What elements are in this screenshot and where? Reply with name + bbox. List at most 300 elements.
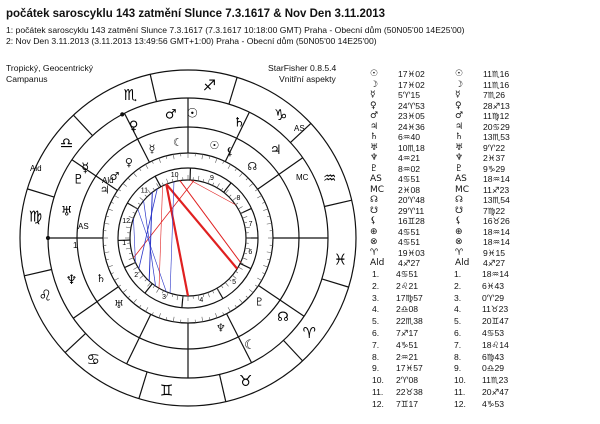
chart2-cusp: 0♈29 [482, 292, 505, 303]
house-num-2: 6. [454, 328, 462, 338]
chart-title: počátek saroscyklu 143 zatmění Slunce 7.3.1617 & Nov Den 3.11.2013 [6, 8, 386, 20]
degree-tick [126, 227, 131, 228]
chart2-position: 4♐27 [483, 258, 506, 268]
house-cusp [73, 287, 118, 319]
planet-glyph-outer: ☿ [81, 161, 90, 177]
degree-tick [223, 161, 224, 164]
chart2-position: 9♈22 [483, 142, 506, 153]
row-glyph: ☉ [370, 69, 379, 79]
degree-tick [111, 202, 114, 203]
degree-tick [202, 154, 203, 159]
chart2-position: 7♏26 [483, 90, 506, 100]
row-glyph: AS [370, 174, 382, 184]
chart1-position: 4♐27 [398, 258, 421, 268]
chart2-position: 16♉26 [483, 216, 510, 226]
degree-tick [126, 248, 131, 249]
chart1-position: 17♓02 [398, 69, 425, 79]
degree-tick [139, 168, 141, 170]
chart1-position: 2♓08 [398, 184, 421, 195]
degree-tick [173, 317, 174, 322]
label-as: AS [78, 222, 89, 231]
row-glyph-2: ⊗ [455, 237, 463, 247]
degree-tick [153, 188, 155, 190]
planet-glyph-inner: ♄ [96, 272, 106, 286]
row-glyph-2: ☋ [455, 205, 463, 216]
planet-glyph-inner: ♂ [109, 169, 120, 183]
house-number: 8 [236, 195, 241, 203]
degree-tick [238, 267, 242, 270]
row-glyph: Ald [370, 258, 385, 268]
software-label: StarFisher 0.8.5.4 [268, 63, 337, 73]
degree-tick [236, 271, 238, 273]
house-num: 4. [372, 304, 380, 315]
degree-tick [157, 183, 160, 187]
chart2-position: 20♋29 [483, 121, 510, 132]
house-num: 1. [372, 269, 380, 279]
house-num: 10. [372, 375, 384, 386]
chart1-cusp: 2♌21 [396, 280, 419, 291]
degree-tick [114, 278, 118, 281]
house-number: 4 [199, 297, 204, 305]
aspect-opposition [166, 184, 237, 269]
degree-tick [108, 209, 113, 211]
row-glyph: ♈ [370, 247, 379, 258]
degree-tick [123, 289, 127, 292]
sign-glyph: ♐ [202, 76, 217, 95]
chart2-cusp: 4♋53 [482, 328, 505, 338]
degree-tick [139, 305, 141, 307]
sign-glyph: ♊ [159, 381, 174, 400]
sign-glyph: ♌ [38, 286, 52, 305]
degree-tick [166, 293, 168, 298]
chart2-cusp: 6♍43 [482, 351, 505, 362]
degree-tick [152, 161, 153, 164]
degree-tick [221, 188, 223, 190]
chart2-cusp: 4♑53 [482, 398, 505, 409]
row-glyph: ♃ [370, 121, 379, 132]
planet-glyph-outer: ♀ [128, 119, 139, 135]
house-num: 8. [372, 351, 380, 362]
chart2-position: 18♒14 [483, 226, 510, 237]
degree-tick [257, 196, 261, 199]
chart2-position: 13♏54 [483, 195, 510, 205]
degree-tick [140, 198, 144, 201]
degree-tick [221, 286, 223, 288]
label-mc: MC [296, 173, 309, 182]
row-glyph: MC [370, 184, 385, 195]
sign-glyph: ♉ [238, 371, 253, 390]
degree-tick [133, 299, 136, 303]
house-number: 2 [134, 272, 139, 280]
house-number: 5 [232, 278, 236, 286]
chart1-cusp: 22♉38 [396, 387, 423, 397]
degree-tick [246, 178, 248, 180]
planet-glyph-outer: ☾ [244, 337, 256, 353]
house-num: 12. [372, 398, 384, 409]
chart2-cusp: 20♊47 [482, 316, 509, 327]
degree-tick [228, 164, 231, 168]
house-number: 11 [140, 187, 148, 195]
degree-tick [133, 173, 136, 177]
planet-glyph-inner: ☿ [148, 142, 156, 156]
row-glyph-2: ♇ [455, 163, 464, 174]
label-as-outer: AS [294, 124, 305, 133]
planet-glyph-outer: ♃ [269, 142, 282, 158]
house-num: 5. [372, 316, 380, 327]
chart1-position: 23♓05 [398, 111, 425, 121]
chart2-cusp: 18♒14 [482, 269, 509, 279]
degree-tick [104, 223, 109, 224]
degree-tick [146, 307, 149, 311]
chart1-position: 19♓03 [398, 247, 425, 258]
chart1-cusp: 4♋51 [396, 269, 419, 279]
chart1-cusp: 17♍57 [396, 292, 423, 303]
sign-glyph: ♋ [86, 350, 100, 369]
chart1-position: 4♒21 [398, 153, 421, 163]
chart2-position: 11♏16 [483, 69, 510, 79]
sign-glyph: ♓ [333, 250, 348, 269]
row-glyph-2: ☊ [455, 195, 463, 205]
degree-tick [229, 279, 231, 281]
house-cusp-inner [155, 176, 161, 187]
degree-tick [118, 189, 120, 191]
row-glyph-2: ☿ [455, 90, 461, 100]
planet-glyph-outer: ☊ [277, 310, 289, 326]
degree-tick [111, 273, 114, 274]
house-number: 10 [170, 171, 179, 179]
house-num: 6. [372, 328, 380, 338]
planet-glyph-outer: ♅ [60, 204, 73, 220]
degree-tick [223, 312, 224, 315]
planet-glyph-inner: ♃ [99, 183, 110, 197]
degree-tick [129, 258, 134, 260]
inner-planet-glyphs [96, 136, 264, 335]
house-num-2: 11. [454, 387, 466, 397]
row-glyph: ⊕ [370, 226, 378, 237]
chart1-cusp: 17♓57 [396, 363, 423, 374]
planet-glyph-inner: ♀ [124, 155, 133, 169]
degree-tick [145, 195, 147, 197]
house-number-ring [118, 168, 258, 308]
degree-tick [249, 289, 253, 292]
house-num-2: 5. [454, 316, 462, 327]
chart2-position: 9♑29 [483, 163, 506, 174]
row-glyph: ♂ [370, 111, 379, 121]
chart1-cusp: 4♑51 [396, 339, 419, 350]
aspect-trine [170, 182, 174, 293]
sign-divider [24, 269, 51, 275]
chart2-position: 13♏53 [483, 132, 510, 142]
degree-tick [133, 207, 137, 210]
degree-tick [159, 158, 161, 163]
degree-tick [128, 296, 130, 298]
planet-glyph-outer: ♂ [164, 107, 177, 123]
degree-tick [257, 278, 261, 281]
degree-tick [202, 317, 203, 322]
row-glyph: ⊗ [370, 237, 378, 247]
house-number: 12 [122, 217, 131, 225]
house-num-2: 4. [454, 304, 462, 315]
planet-glyph-outer: ♄ [233, 115, 246, 131]
aspect-opposition [166, 184, 188, 296]
chart1-position: 10♏18 [398, 142, 425, 153]
degree-tick [262, 202, 265, 203]
house-cusp [127, 314, 151, 363]
house-number: 1 [122, 240, 127, 248]
label-inner-one: 1 [73, 241, 78, 250]
row-glyph-2: AS [455, 174, 467, 184]
aspect-sextile [133, 218, 135, 262]
degree-tick [146, 164, 149, 168]
chart1-position: 29♈11 [398, 205, 425, 216]
degree-tick [228, 307, 231, 311]
row-glyph-2: ♈ [455, 247, 464, 258]
planet-glyph-inner: ♅ [114, 298, 124, 312]
degree-tick [162, 183, 163, 186]
sign-glyph: ♍ [28, 207, 43, 226]
sign-divider [73, 115, 92, 135]
house-num-2: 1. [454, 269, 462, 279]
planet-glyph-inner: ♆ [215, 321, 226, 335]
degree-tick [208, 293, 210, 298]
house-numbers [122, 172, 252, 304]
row-glyph: ♅ [370, 142, 379, 153]
chart2-cusp: 11♉23 [482, 304, 509, 315]
row-glyph-2: ☽ [455, 79, 464, 90]
row-glyph: ☋ [370, 205, 378, 216]
row-glyph-2: ⚸ [455, 216, 462, 226]
degree-ticks [103, 153, 273, 323]
chart2-cusp: 11♏23 [482, 375, 509, 386]
degree-tick [108, 265, 113, 267]
house-num: 11. [372, 387, 384, 397]
degree-tick [123, 183, 127, 186]
chart2-position: 18♒14 [483, 174, 510, 184]
chart2-position: 28♐13 [483, 100, 510, 111]
degree-tick [246, 296, 248, 298]
sign-divider [324, 200, 351, 206]
degree-tick [138, 271, 140, 273]
chart1-position: 17♓02 [398, 79, 425, 90]
row-glyph-2: MC [455, 184, 470, 195]
label-ald-outer: Ald [30, 164, 42, 173]
chart1-cusp: 22♏38 [396, 316, 423, 327]
sign-divider [229, 77, 237, 104]
sign-glyph: ♏ [123, 86, 138, 105]
chart1-position: 20♈48 [398, 195, 425, 205]
house-num: 3. [372, 292, 380, 303]
degree-tick [255, 189, 257, 191]
degree-tick [217, 288, 220, 292]
house-num-2: 7. [454, 339, 462, 350]
sign-divider [139, 372, 147, 399]
row-glyph: ⚸ [370, 216, 377, 226]
row-glyph-2: ♂ [455, 111, 464, 121]
house-num-2: 10. [454, 375, 466, 386]
row-glyph-2: ☉ [455, 69, 464, 79]
sign-divider [150, 74, 156, 101]
chart2-position: 11♍12 [483, 111, 510, 121]
house-number: 9 [210, 175, 214, 183]
house-number: 7 [248, 221, 253, 229]
degree-tick [267, 252, 272, 253]
chart1-cusp: 2♒21 [396, 351, 419, 362]
degree-tick [263, 265, 268, 267]
planet-glyph-outer: ☉ [186, 106, 199, 122]
chart2-cusp: 0♎29 [482, 363, 505, 374]
row-glyph: ♄ [370, 132, 379, 142]
planet-glyph-inner: ☾ [173, 136, 183, 150]
house-num-2: 2. [454, 280, 462, 291]
chart1-cusp: 2♎08 [396, 304, 419, 315]
degree-tick [267, 223, 272, 224]
degree-tick [177, 295, 178, 300]
degree-tick [157, 288, 160, 292]
chart1-position: 24♓36 [398, 121, 425, 132]
chart1-position: 4♋51 [398, 237, 421, 247]
house-num-2: 12. [454, 398, 466, 409]
aspect-square [159, 186, 163, 288]
degree-tick [235, 305, 237, 307]
chart2-position: 7♍22 [483, 205, 506, 216]
degree-tick [166, 179, 168, 184]
degree-tick [138, 203, 140, 205]
zodiac-type: Tropický, Geocentrický [6, 63, 94, 73]
chart1-position: 4♋51 [398, 174, 421, 184]
row-glyph: ♀ [370, 100, 377, 111]
house-num: 7. [372, 339, 380, 350]
row-glyph-2: ⊕ [455, 226, 463, 237]
degree-tick [118, 285, 120, 287]
house-num-2: 9. [454, 363, 462, 374]
degree-tick [255, 285, 257, 287]
chart2-position: 11♐23 [483, 184, 510, 195]
row-glyph: ☊ [370, 195, 378, 205]
degree-tick [215, 158, 217, 163]
degree-tick [239, 299, 242, 303]
sign-divider [27, 189, 54, 197]
house-num: 2. [372, 280, 380, 291]
degree-tick [198, 176, 199, 181]
aspect-square [190, 180, 235, 205]
aspect-type: Vnitřní aspekty [279, 74, 336, 84]
planet-glyph-outer: ♆ [65, 272, 78, 288]
aspect-lines [133, 180, 240, 296]
house-cusp-inner [240, 263, 251, 268]
chart2-position: 18♒14 [483, 237, 510, 247]
row-glyph-2: Ald [455, 258, 470, 268]
sign-glyph: ♈ [302, 323, 317, 342]
chart1-position: 6♒40 [398, 132, 421, 142]
house-num-2: 3. [454, 292, 462, 303]
degree-tick [225, 282, 228, 286]
chart1-position: 8♒02 [398, 163, 421, 174]
degree-tick [236, 203, 238, 205]
degree-tick [262, 273, 265, 274]
chart1-cusp: 7♊17 [396, 398, 419, 409]
chart1-cusp: 2♈08 [396, 375, 419, 386]
row-glyph: ♇ [370, 163, 379, 174]
degree-tick [133, 267, 137, 270]
sign-divider [283, 340, 302, 360]
chart2-position: 11♏16 [483, 79, 510, 90]
row-glyph: ☿ [370, 90, 376, 100]
degree-tick [153, 286, 155, 288]
chart2-cusp: 18♌14 [482, 339, 509, 350]
row-glyph: ♆ [370, 153, 379, 163]
planet-glyph-inner: ☉ [209, 139, 220, 153]
chart2-info: 2: Nov Den 3.11.2013 (3.11.2013 13:49:56 GMT+1:00) Praha - Obecní dům (50N05'00 14E25'00) [6, 36, 377, 46]
planet-glyph-inner: ♇ [254, 295, 265, 309]
outer-planet-ring [77, 127, 299, 349]
degree-tick [114, 196, 118, 199]
chart1-info: 1: počátek saroscyklu 143 zatmění Slunce 7.3.1617 (7.3.1617 10:18:00 GMT) Praha - Obecní dům (50N05'00 14E25'00) [6, 25, 465, 35]
degree-tick [238, 207, 242, 210]
row-glyph-2: ♀ [455, 100, 462, 111]
row-glyph-2: ♆ [455, 153, 464, 163]
chart2-cusp: 6♓43 [482, 280, 505, 291]
sign-divider [219, 374, 225, 401]
degree-tick [217, 183, 220, 187]
house-number: 3 [162, 293, 166, 301]
degree-tick [235, 168, 237, 170]
label-ald-inner: Ald [102, 176, 114, 185]
inner-ring [130, 180, 246, 296]
chart1-position: 16♊28 [398, 216, 425, 226]
degree-tick [263, 209, 268, 211]
degree-tick [104, 252, 109, 253]
degree-tick [229, 195, 231, 197]
planet-glyph-inner: ☊ [247, 160, 258, 174]
row-glyph-2: ♄ [455, 132, 464, 142]
planet-glyph-outer: ♇ [72, 172, 85, 188]
house-num-2: 8. [454, 351, 462, 362]
sign-divider [65, 333, 85, 352]
row-glyph-2: ♅ [455, 142, 464, 153]
degree-tick [145, 279, 147, 281]
row-glyph: ☽ [370, 79, 379, 90]
house-num: 9. [372, 363, 380, 374]
chart1-position: 4♋51 [398, 226, 421, 237]
chart2-position: 9♓15 [483, 247, 506, 258]
degree-tick [249, 183, 253, 186]
sign-glyph: ♒ [323, 168, 337, 187]
chart1-position: 5♈15 [398, 90, 421, 100]
degree-tick [243, 216, 248, 218]
degree-tick [215, 313, 217, 318]
chart2-position: 2♓37 [483, 153, 506, 163]
house-number: 6 [248, 248, 253, 256]
degree-tick [213, 291, 214, 294]
degree-tick [213, 183, 214, 186]
degree-tick [243, 258, 248, 260]
aspect-square [180, 181, 241, 263]
degree-tick [239, 173, 242, 177]
planet-glyph-inner: ⚸ [226, 145, 235, 159]
chart1-position: 24♈53 [398, 100, 425, 111]
chart1-cusp: 7♐17 [396, 328, 419, 338]
sign-glyph: ♎ [59, 134, 74, 153]
degree-tick [133, 212, 136, 213]
degree-tick [173, 154, 174, 159]
chart2-cusp: 20♐47 [482, 387, 509, 397]
axis-dot [121, 113, 124, 116]
axis-dot [47, 237, 50, 240]
sign-divider [322, 279, 349, 287]
house-system: Campanus [6, 74, 48, 84]
degree-tick [152, 312, 153, 315]
sign-glyph: ♑ [273, 106, 288, 125]
